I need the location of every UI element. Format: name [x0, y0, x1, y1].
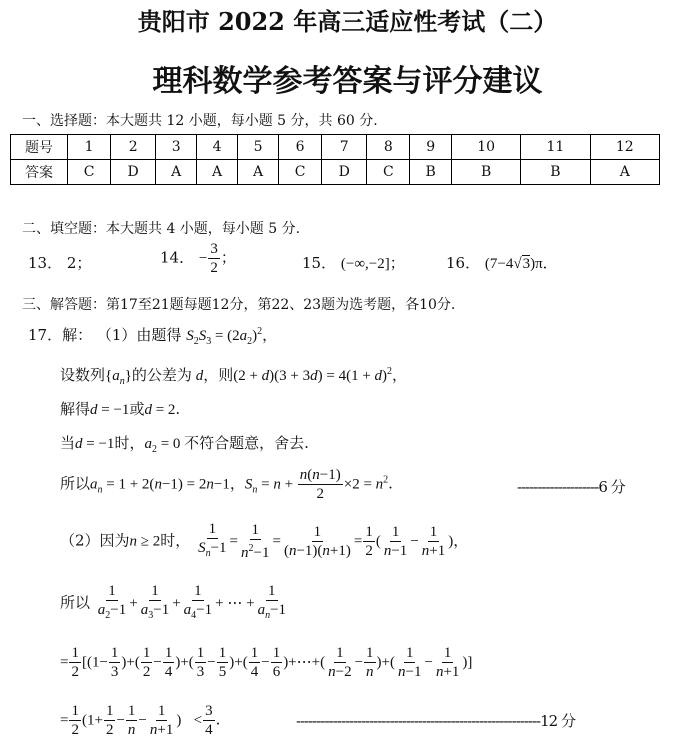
q14-answer: 14． − $\frac{3}{2}$ ；: [160, 241, 236, 276]
exam-title: 贵阳市 2022 年高三适应性考试（二）: [137, 7, 558, 36]
row-label-numbers: 题号: [11, 135, 68, 160]
question-number-cell: 4: [197, 135, 238, 160]
q14-label: 14．: [160, 248, 195, 267]
question-number-cell: 8: [367, 135, 410, 160]
part2-text-a: （2）因为: [60, 531, 130, 550]
answer-cell: A: [156, 160, 197, 185]
seq-text-b: 的公差为: [131, 366, 192, 384]
part2-text-b: 时，: [160, 531, 191, 550]
q17-part1-text: （1）由题得: [96, 326, 182, 344]
seq-text-c: ，则: [203, 366, 234, 384]
answer-key-title: 理科数学参考答案与评分建议: [152, 64, 543, 99]
when-text: 当: [60, 434, 76, 452]
q16-label: 16．: [446, 254, 481, 272]
so-text-1: 所以: [60, 474, 91, 493]
question-number-cell: 6: [279, 135, 322, 160]
when-text-b: 时，: [114, 434, 145, 452]
score-12: ------------------------------------------------------------12 分: [296, 712, 575, 730]
question-number-cell: 11: [521, 135, 590, 160]
reject-text: 不符合题意，舍去.: [184, 434, 309, 452]
question-number-cell: 7: [322, 135, 367, 160]
answer-table: [10, 134, 660, 185]
q15-value: (−∞,−2]；: [340, 256, 405, 272]
q17-label: 17．解：: [28, 326, 93, 344]
telescoping-line: = $\frac{1}{2}$ [(1− $\frac{1}{3}$ )+( $\frac{1}{2}$ − $\frac{1}{4}$ )+( $\frac{1}{3}$ − $\frac{1}{5}$ )+( $\frac{1}{4}$ − $\frac{1}{6}$ )+⋯+( $\frac{1}{n-2}$ − $\frac{1}{n}$ )+( $\frac{1}{n-1}$ − $\frac{1}{n+1}$ )]: [60, 645, 473, 680]
table-row-answers: [11, 160, 660, 185]
answer-cell: B: [521, 160, 590, 185]
answer-cell: C: [279, 160, 322, 185]
section2-heading: 二、填空题：本大题共 4 小题，每小题 5 分.: [22, 221, 301, 237]
q16-value-post: )π．: [530, 256, 558, 272]
section3-heading: 三、解答题：第17至21题每题12分，第22、23题为选考题，各10分.: [22, 297, 456, 313]
sum-line: 所以 $\frac{1}{a_2-1}$ + $\frac{1}{a_3-1}$ + $\frac{1}{a_4-1}$ + ⋯ + $\frac{1}{a_n-1}$: [60, 583, 287, 621]
answer-cell: A: [197, 160, 238, 185]
question-number-cell: 12: [590, 135, 659, 160]
q16-sqrt: 3: [522, 256, 531, 272]
question-number-cell: 1: [68, 135, 111, 160]
answer-cell: B: [451, 160, 520, 185]
reject-line: 当d = −1时，$a_2 = 0$ 不符合题意，舍去.: [60, 434, 309, 455]
answer-cell: A: [590, 160, 659, 185]
solve-text-a: 解得: [60, 400, 91, 418]
q15-answer: [302, 252, 405, 273]
question-number-cell: 5: [238, 135, 279, 160]
q13-answer: [28, 252, 91, 273]
solve-line: 解得d = −1或d = 2.: [60, 400, 181, 418]
q16-value-pre: (7−4: [484, 256, 514, 272]
q14-denominator: 2: [210, 260, 218, 276]
q14-fraction: [208, 240, 220, 277]
answer-cell: D: [111, 160, 156, 185]
solve-text-b: 或: [129, 400, 145, 418]
q17-part1-line: 17．解： （1）由题得 $S_2S_3 = (2a_2)^2$，: [28, 326, 278, 347]
q15-label: 15．: [302, 254, 337, 272]
question-number-cell: 2: [111, 135, 156, 160]
q14-numerator: 3: [210, 241, 218, 257]
score-6: --------------------6 分: [517, 478, 625, 496]
seq-text-a: 设数列: [60, 366, 106, 384]
question-number-cell: 3: [156, 135, 197, 160]
q13-label: 13．: [28, 254, 63, 272]
answer-cell: D: [322, 160, 367, 185]
question-number-cell: 9: [410, 135, 452, 160]
answer-cell: B: [410, 160, 452, 185]
question-number-cell: 10: [451, 135, 520, 160]
q13-value: 2；: [66, 254, 92, 272]
so-text-2: 所以: [60, 593, 91, 612]
q16-answer: 16． (7−4√3)π．: [446, 254, 558, 272]
answer-cell: C: [68, 160, 111, 185]
common-difference-line: 设数列$\{a_n\}$的公差为 d，则$(2 + d)(3 + 3d) = 4(1 + d)^2$，: [60, 366, 408, 387]
q14-end: ；: [220, 248, 236, 267]
general-term-line: 所以$a_n = 1 + 2(n-1) = 2n-1$，$S_n = n$ + $\frac{n(n-1)}{2}$ $\times 2 = n^2$.: [60, 467, 393, 502]
answer-cell: A: [238, 160, 279, 185]
row-label-answers: 答案: [11, 160, 68, 185]
final-line: = $\frac{1}{2}$ (1+ $\frac{1}{2}$ − $\frac{1}{n}$ − $\frac{1}{n+1}$ ) < $\frac{3}{4}$ .: [60, 703, 221, 738]
part2-line: （2）因为n ≥ 2时， $\frac{1}{S_n-1}$ = $\frac{1}{n^2-1}$ = $\frac{1}{(n-1)(n+1)}$ = $\frac{1}{2}$ ( $\frac{1}{n-1}$ − $\frac{1}{n+1}$ )，: [60, 521, 469, 561]
table-row-numbers: [11, 135, 660, 160]
answer-cell: C: [367, 160, 410, 185]
section1-heading: 一、选择题：本大题共 12 小题，每小题 5 分，共 60 分.: [22, 113, 378, 129]
